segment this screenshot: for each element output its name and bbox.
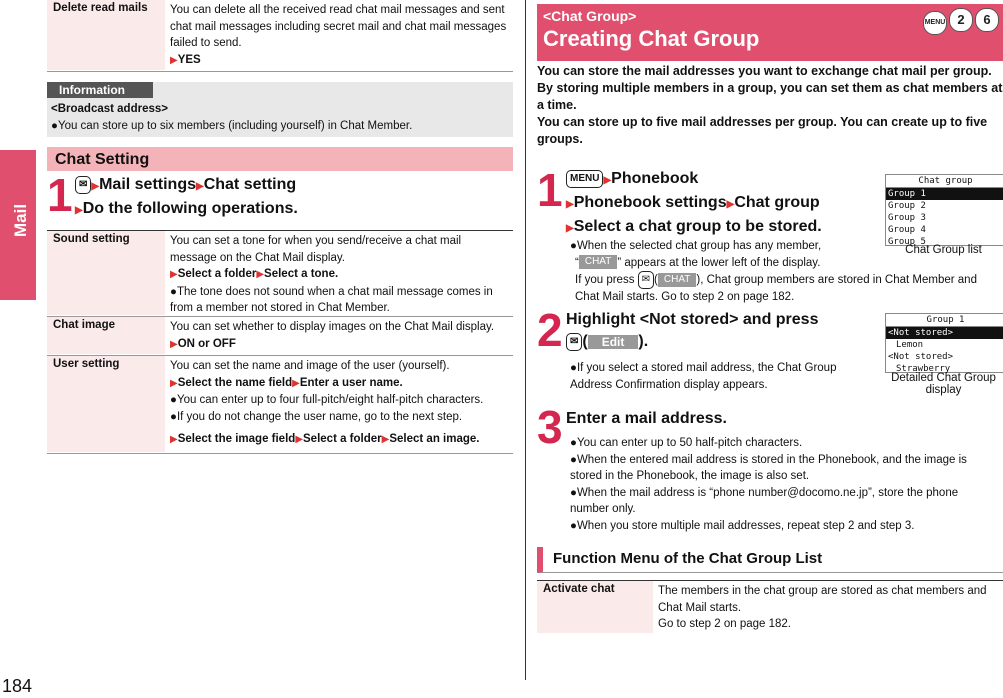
edit-softkey-icon: Edit: [588, 335, 639, 349]
table-divider: [47, 71, 513, 72]
step-number: 3: [537, 401, 563, 453]
list-item: Strawberry: [896, 364, 951, 374]
quote-open: “: [575, 256, 579, 269]
step1-body: ✉ ▶Mail settings▶Chat setting ▶Do the following operations.: [75, 176, 298, 217]
step3-notes: ●You can enter up to 50 half-pitch characters. ●When the entered mail address is stored in the Phonebook, and the image is stored in the Phonebook, the image is also set. ●When the mail address is “phone number@docomo.ne.jp”, store the phone number only. ●When you store multiple mail addresses, repeat step 2 and step 3.: [570, 437, 967, 532]
intro-line3: You can store up to five mail addresses per group. You can create up to five groups.: [537, 115, 988, 146]
user-action5: Select an image.: [389, 433, 480, 445]
step-number: 2: [537, 304, 563, 356]
step1-bullet-c1: If you press: [575, 274, 635, 287]
user-action1: Select the name field: [177, 376, 293, 389]
arrow-icon: ▶: [170, 54, 178, 66]
chat-image-action: ON or OFF: [177, 337, 236, 350]
step3-bullet: You can enter up to 50 half-pitch characters.: [576, 437, 803, 449]
step1-select-group: Select a chat group to be stored.: [573, 218, 822, 235]
activate-chat-text2: Go to step 2 on page 182.: [658, 618, 791, 630]
list-item: Group 2: [888, 201, 926, 211]
step3-bullet: When the mail address is “phone number@docomo.ne.jp”, store the phone number only.: [570, 486, 959, 515]
menu-key-icon: MENU: [566, 170, 603, 188]
step1-line2: Do the following operations.: [82, 200, 298, 217]
page-header: [537, 4, 1003, 61]
mail-key-icon: ✉: [75, 176, 91, 194]
sound-setting-text: You can set a tone for when you send/receive a chat mail message on the Chat Mail display.: [170, 235, 462, 264]
information-heading: <Broadcast address>: [51, 103, 168, 115]
intro-line1: You can store the mail addresses you want to exchange chat mail per group.: [537, 64, 992, 78]
section-title-chat-setting: Chat Setting: [47, 147, 513, 171]
key-2-icon: 2: [949, 8, 973, 32]
step1-right-body: MENU ▶Phonebook ▶Phonebook settings▶Chat group ▶Select a chat group to be stored.: [566, 170, 822, 235]
step2-line1: Highlight <Not stored> and press: [566, 311, 819, 328]
page-number: 184: [2, 676, 33, 696]
list-item: Group 5: [888, 237, 926, 247]
column-divider: [525, 0, 526, 680]
sound-bullet: The tone does not sound when a chat mail message comes in from a member not stored in Chat Member.: [170, 285, 493, 314]
chat-group-list-screen: [885, 174, 1003, 246]
key-6-icon: 6: [975, 8, 999, 32]
function-menu-title: Function Menu of the Chat Group List: [537, 547, 1003, 573]
menu-key-icon: MENU: [923, 11, 947, 35]
intro-line2: By storing multiple members in a group, you can set them as chat members at a time.: [537, 81, 1003, 112]
screen-title: Chat group: [886, 175, 1003, 188]
list-item: <Not stored>: [886, 327, 1003, 339]
chat-image-label: Chat image: [47, 317, 165, 354]
user-setting-label: User setting: [47, 356, 165, 452]
chat-softkey-icon: CHAT: [658, 273, 696, 287]
step3-bullet: When you store multiple mail addresses, repeat step 2 and step 3.: [576, 519, 915, 532]
chat-image-desc: You can set whether to display images on the Chat Mail display. ▶ON or OFF: [170, 321, 495, 350]
list-item: Group 3: [888, 213, 926, 223]
delete-read-mails-desc: [165, 0, 513, 71]
step1-line1b: Chat setting: [203, 176, 297, 193]
step2-bullet: If you select a stored mail address, the Chat Group Address Confirmation display appears.: [570, 362, 837, 391]
chat-softkey-icon: CHAT: [579, 255, 617, 269]
user-setting-text: You can set the name and image of the user (yourself).: [170, 360, 450, 372]
delete-action: YES: [177, 53, 201, 66]
section-side-tab: [0, 150, 36, 300]
information-box: [47, 82, 513, 137]
step2-note: ●If you select a stored mail address, the Chat Group Address Confirmation display appears.: [570, 362, 837, 391]
mail-key-icon: ✉: [638, 271, 654, 289]
step3-line1: Enter a mail address.: [566, 410, 727, 427]
screen1-caption: Chat Group list: [905, 244, 982, 256]
activate-chat-text: The members in the chat group are stored as chat members and Chat Mail starts.: [658, 585, 987, 614]
user-action4: Select a folder: [303, 433, 382, 445]
step-number: 1: [47, 169, 73, 221]
list-item: Lemon: [896, 340, 924, 350]
menu-key-sequence: [921, 8, 999, 35]
sound-action1: Select a folder: [177, 268, 257, 280]
detailed-chat-group-screen: [885, 313, 1003, 373]
sound-action2: Select a tone.: [264, 268, 339, 280]
intro-text: [537, 63, 1003, 148]
screen2-caption: Detailed Chat Group display: [891, 372, 996, 396]
step-number: 1: [537, 164, 563, 216]
page-title: Creating Chat Group: [543, 26, 760, 51]
step1-bullet-a: When the selected chat group has any member,: [576, 240, 822, 252]
information-tag: Information: [47, 82, 153, 98]
information-bullet-text: You can store up to six members (including yourself) in Chat Member.: [57, 120, 413, 132]
step1-chat-group: Chat group: [734, 194, 820, 211]
step3-bullet: When the entered mail address is stored in the Phonebook, and the image is stored in the Phonebook, the image is also set.: [570, 453, 967, 482]
user-action3: Select the image field: [177, 433, 296, 445]
step1-phonebook: Phonebook: [611, 170, 699, 187]
list-item: <Not stored>: [888, 352, 954, 362]
sound-setting-label: Sound setting: [47, 231, 165, 315]
step1-phonebook-settings: Phonebook settings: [573, 194, 727, 211]
table-divider: [47, 453, 513, 454]
delete-read-mails-text: You can delete all the received read chat mail messages and sent chat mail messages including secret mail and chat mail messages failed to send.: [170, 4, 507, 49]
activate-chat-label: Activate chat: [537, 581, 653, 633]
list-item: Group 4: [888, 225, 926, 235]
user-setting-desc: You can set the name and image of the user (yourself). ▶Select the name field▶Enter a user name. ●You can enter up to four full-pitch/eight half-pitch characters. ●If you do not change the user name, go to the next step. ▶Select the image field▶Select a folder▶Select an image.: [170, 360, 484, 445]
step1-bullet-c2: ), Chat group members are stored in Chat Member and Chat Mail starts. Go to step 2 on page 182.: [575, 274, 977, 303]
user-bullet1: You can enter up to four full-pitch/eight half-pitch characters.: [176, 394, 484, 406]
information-bullet: ●You can store up to six members (including yourself) in Chat Member.: [51, 120, 413, 132]
step1-bullet-b: ” appears at the lower left of the display.: [617, 256, 821, 269]
chat-image-text: You can set whether to display images on the Chat Mail display.: [170, 321, 495, 333]
side-tab-label: Mail: [11, 203, 30, 237]
step1-notes: ●When the selected chat group has any member, “ CHAT ” appears at the lower left of the display. If you press ✉ ( CHAT ), Chat group members are stored in Chat Member and Chat Mail starts. Go to step 2 on page 182.: [570, 240, 977, 303]
header-subtitle: <Chat Group>: [543, 8, 637, 24]
delete-read-mails-label: Delete read mails: [47, 0, 165, 70]
list-item: Group 1: [886, 188, 1003, 200]
step2-body: Highlight <Not stored> and press ✉ ( Edit ).: [566, 311, 819, 350]
user-bullet2: If you do not change the user name, go to the next step.: [176, 410, 463, 423]
step1-line1: Mail settings: [99, 176, 196, 193]
activate-chat-desc: [653, 581, 1003, 635]
mail-key-icon: ✉: [566, 333, 582, 351]
screen-title: Group 1: [886, 314, 1003, 327]
user-action2: Enter a user name.: [299, 376, 403, 389]
sound-setting-desc: You can set a tone for when you send/receive a chat mail message on the Chat Mail display. ▶Select a folder▶Select a tone. ●The tone does not sound when a chat mail message comes in from a member not stored in Chat Member.: [170, 235, 493, 314]
